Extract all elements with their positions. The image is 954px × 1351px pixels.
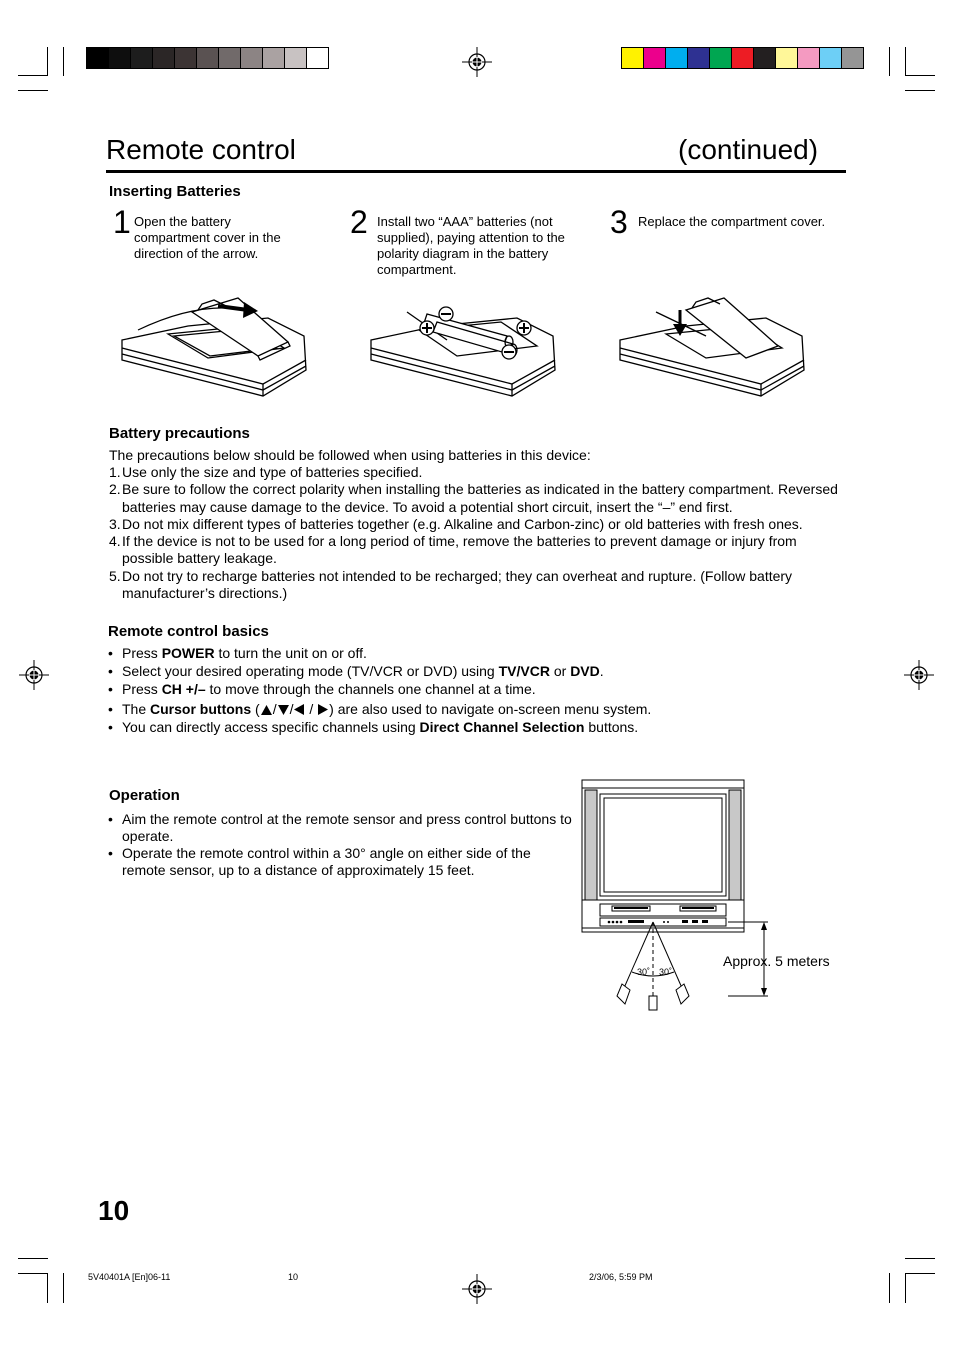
step-text: Replace the compartment cover. (638, 214, 826, 229)
title-rule (106, 170, 846, 173)
crop-mark (905, 1273, 935, 1274)
list-item: 5. Do not try to recharge batteries not intended to be recharged; they can overheat and rupture. (Follow battery manufacturer’s directions.) (109, 567, 793, 602)
step-number: 1 (113, 204, 131, 240)
color-swatch (622, 48, 644, 68)
arrow-right-icon (318, 704, 328, 715)
crop-mark (889, 1273, 890, 1303)
color-swatch (175, 48, 197, 68)
list-item: • Select your desired operating mode (TV/VCR or DVD) using TV/VCR or DVD. (108, 663, 604, 679)
color-swatch (688, 48, 710, 68)
step-text: Open the battery compartment cover in the direction of the arrow. (134, 214, 281, 261)
color-swatch (109, 48, 131, 68)
list-item: • Press CH +/– to move through the channels one channel at a time. (108, 681, 536, 697)
color-swatch (285, 48, 307, 68)
color-swatch (732, 48, 754, 68)
remote-close-cover-illustration (616, 290, 811, 402)
color-swatch (842, 48, 863, 68)
tv-remote-sensor-diagram (578, 776, 778, 1016)
crop-mark (905, 75, 935, 76)
page-title: Remote control (106, 134, 296, 165)
list-item: 4. If the device is not to be used for a long period of time, remove the batteries to prevent damage or injury from possible battery leakage. (109, 533, 797, 567)
color-swatch (219, 48, 241, 68)
color-swatch (644, 48, 666, 68)
footer-code: 5V40401A [En]06-11 (88, 1272, 171, 1282)
inserting-batteries-heading: Inserting Batteries (109, 183, 241, 200)
crop-mark (18, 1258, 48, 1259)
precautions-list (109, 464, 839, 602)
crop-mark (63, 1273, 64, 1303)
angle-label-right: 30˚ (659, 967, 673, 977)
crop-mark (905, 1273, 906, 1303)
color-swatch (153, 48, 175, 68)
remote-open-cover-illustration (118, 290, 313, 402)
list-item: 1. Use only the size and type of batteries specified. (109, 464, 423, 480)
process-color-bar (621, 47, 864, 69)
page-number: 10 (98, 1195, 130, 1226)
color-swatch (776, 48, 798, 68)
list-item: • You can directly access specific channels using Direct Channel Selection buttons. (108, 719, 639, 735)
color-swatch (798, 48, 820, 68)
list-item: • Aim the remote control at the remote sensor and press control buttons to operate. (108, 811, 572, 844)
crop-mark (905, 1258, 935, 1259)
color-swatch (307, 48, 328, 68)
operation-list (108, 811, 578, 879)
registration-mark-icon (904, 660, 934, 690)
page-title-continued: (continued) (678, 134, 819, 165)
crop-mark (18, 75, 48, 76)
grayscale-color-bar (86, 47, 329, 69)
list-item: • Press POWER to turn the unit on or off. (108, 645, 367, 661)
color-swatch (754, 48, 776, 68)
color-swatch (241, 48, 263, 68)
color-swatch (263, 48, 285, 68)
crop-mark (47, 47, 48, 76)
angle-label-left: 30˚ (637, 967, 651, 977)
remote-basics-list (108, 644, 848, 736)
arrow-down-icon (278, 705, 289, 715)
step-number: 3 (610, 204, 628, 240)
color-swatch (131, 48, 153, 68)
crop-mark (47, 1273, 48, 1303)
list-item: 2. Be sure to follow the correct polarity when installing the batteries as indicated in the battery compartment. Reversed batteries may cause damage to the device. To avoid a potential short circuit, insert the “–” end first. (109, 481, 838, 515)
list-item: 3. Do not mix different types of batteries together (e.g. Alkaline and Carbon-zinc) or old batteries with fresh ones. (109, 515, 803, 532)
arrow-up-icon (261, 705, 272, 715)
operation-heading: Operation (109, 787, 180, 804)
distance-label: Approx. 5 meters (723, 953, 830, 969)
arrow-left-icon (294, 704, 304, 715)
crop-mark (905, 47, 906, 76)
precautions-intro: The precautions below should be followed when using batteries in this device: (109, 447, 591, 463)
list-item: • The Cursor buttons ( / / / ) are also used to navigate on-screen menu system. (108, 701, 652, 717)
list-item: • Operate the remote control within a 30° angle on either side of the remote sensor, up to a distance of approximately 15 feet. (108, 845, 531, 878)
footer-page: 10 (288, 1272, 299, 1282)
crop-mark (905, 90, 935, 91)
step-text: Install two “AAA” batteries (not supplied), paying attention to the polarity diagram in the battery compartment. (377, 214, 565, 277)
color-swatch (197, 48, 219, 68)
crop-mark (18, 90, 48, 91)
remote-basics-heading: Remote control basics (108, 623, 269, 640)
crop-mark (18, 1273, 48, 1274)
battery-precautions-heading: Battery precautions (109, 425, 250, 442)
registration-mark-icon (462, 47, 492, 77)
remote-batteries-illustration (367, 290, 562, 402)
color-swatch (710, 48, 732, 68)
registration-mark-icon (19, 660, 49, 690)
registration-mark-icon (462, 1274, 492, 1304)
color-swatch (87, 48, 109, 68)
footer-date: 2/3/06, 5:59 PM (589, 1272, 653, 1282)
crop-mark (63, 47, 64, 76)
step-number: 2 (350, 204, 368, 240)
crop-mark (889, 47, 890, 76)
color-swatch (820, 48, 842, 68)
color-swatch (666, 48, 688, 68)
